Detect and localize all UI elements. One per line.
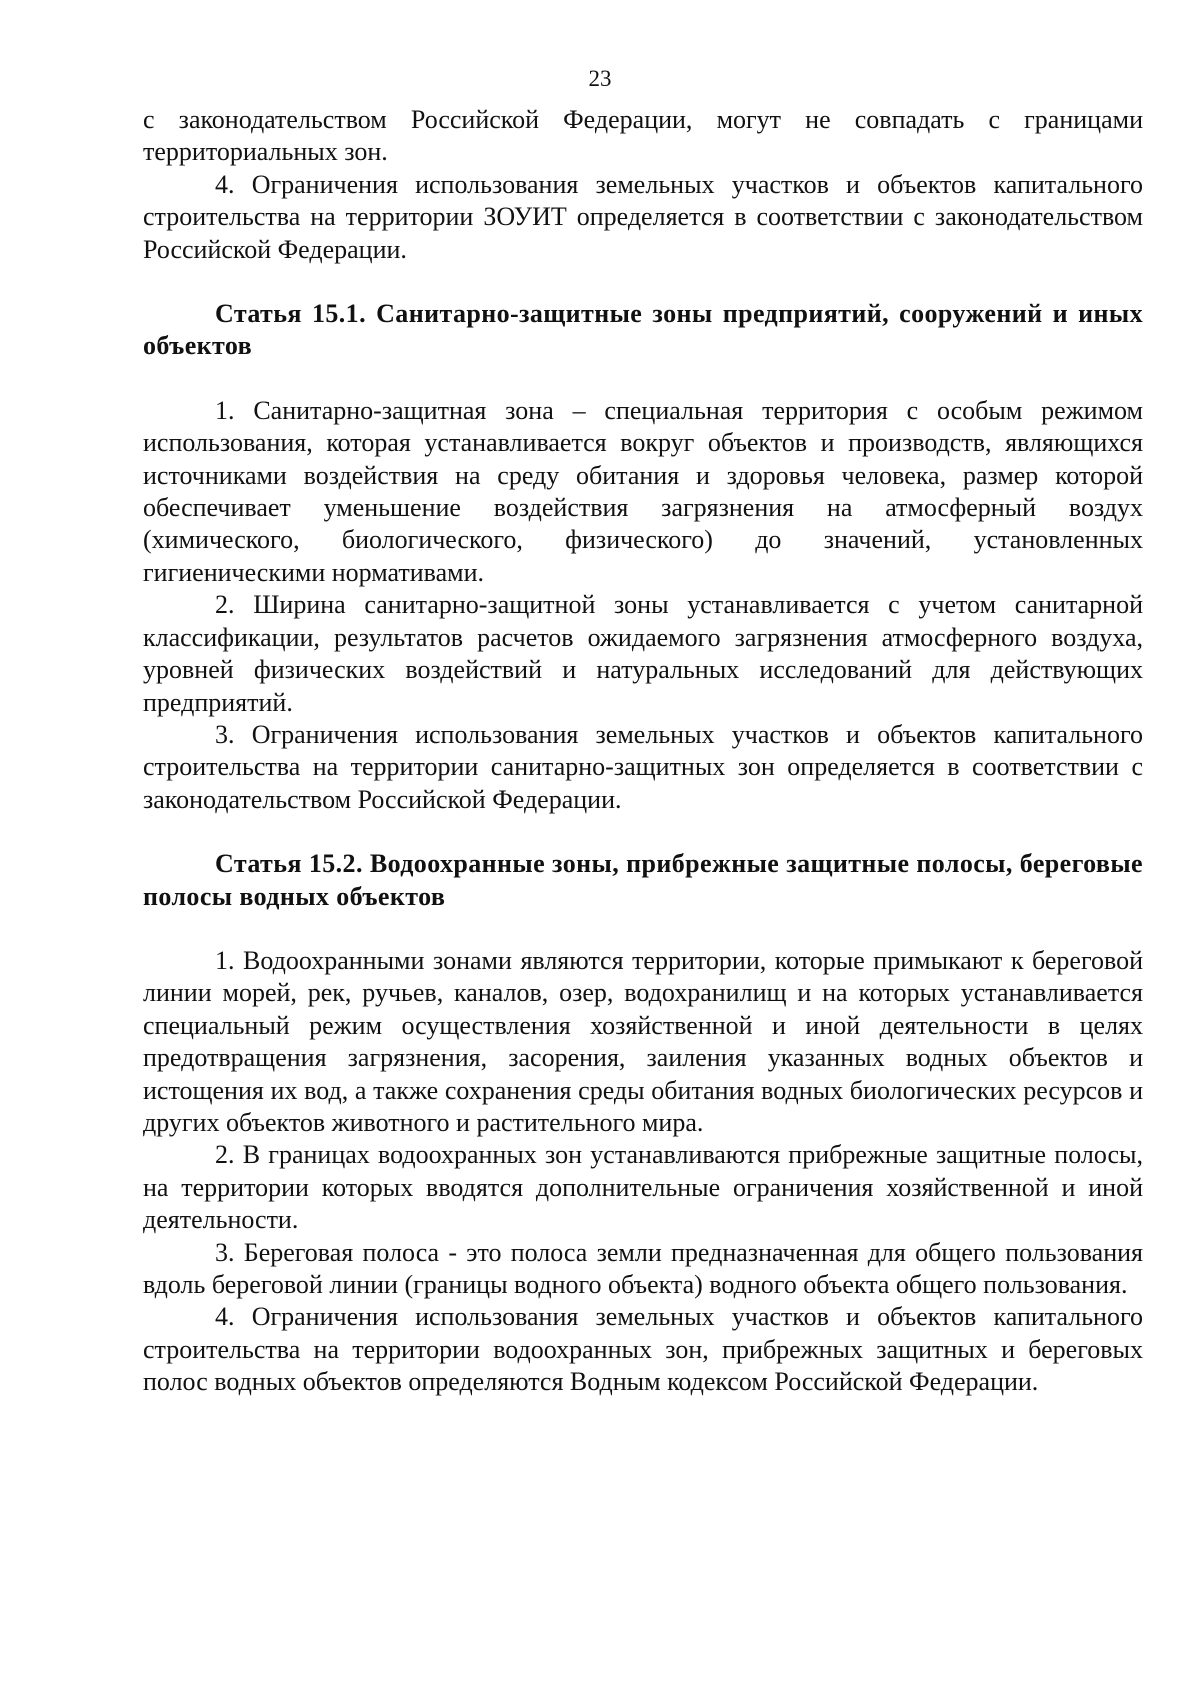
article-15-1-heading: Статья 15.1. Санитарно-защитные зоны предприятий, сооружений и иных объектов	[143, 299, 1143, 361]
spacer	[143, 266, 1143, 298]
spacer	[143, 363, 1143, 395]
document-body	[143, 104, 1143, 1399]
article-15-1-item-1: 1. Санитарно-защитная зона – специальная территория с особым режимом использования, которая устанавливается вокруг объектов и производств, являющихся источниками воздействия на среду обитания и здоровья человека, размер которой обеспечивает уменьшение воздействия загрязнения на атмосферный воздух (химического, биологического, физического) до значений, установленных гигиеническими нормативами.	[143, 395, 1143, 587]
article-15-2-item-3: 3. Береговая полоса - это полоса земли предназначенная для общего пользования вдоль береговой линии (границы водного объекта) водного объекта общего пользования.	[143, 1237, 1143, 1299]
article-15-1-item-3: 3. Ограничения использования земельных участков и объектов капитального строительства на территории санитарно-защитных зон определяется в соответствии с законодательством Российской Федерации.	[143, 719, 1143, 814]
article-15-2-item-1: 1. Водоохранными зонами являются территории, которые примыкают к береговой линии морей, рек, ручьев, каналов, озер, водохранилищ и на которых устанавливается специальный режим осуществления хозяйственной и иной деятельности в целях предотвращения загрязнения, засорения, заиления указанных водных объектов и истощения их вод, а также сохранения среды обитания водных биологических ресурсов и других объектов животного и растительного мира.	[143, 945, 1143, 1137]
article-15-2-heading: Статья 15.2. Водоохранные зоны, прибрежные защитные полосы, береговые полосы водных объектов	[143, 849, 1143, 911]
page-number: 23	[588, 66, 612, 91]
paragraph-continuation: с законодательством Российской Федерации, могут не совпадать с границами территориальных зон.	[143, 105, 1143, 167]
article-15-2-item-4: 4. Ограничения использования земельных участков и объектов капитального строительства на территории водоохранных зон, прибрежных защитных и береговых полос водных объектов определяются Водным кодексом Российской Федерации.	[143, 1302, 1143, 1397]
article-15-2-item-2: 2. В границах водоохранных зон устанавливаются прибрежные защитные полосы, на территории которых вводятся дополнительные ограничения хозяйственной и иной деятельности.	[143, 1140, 1143, 1235]
paragraph-item-4: 4. Ограничения использования земельных участков и объектов капитального строительства на территории ЗОУИТ определяется в соответствии с законодательством Российской Федерации.	[143, 169, 1143, 264]
article-15-1-item-2: 2. Ширина санитарно-защитной зоны устанавливается с учетом санитарной классификации, результатов расчетов ожидаемого загрязнения атмосферного воздуха, уровней физических воздействий и натуральных исследований для действующих предприятий.	[143, 590, 1143, 717]
spacer	[143, 913, 1143, 945]
spacer	[143, 816, 1143, 848]
